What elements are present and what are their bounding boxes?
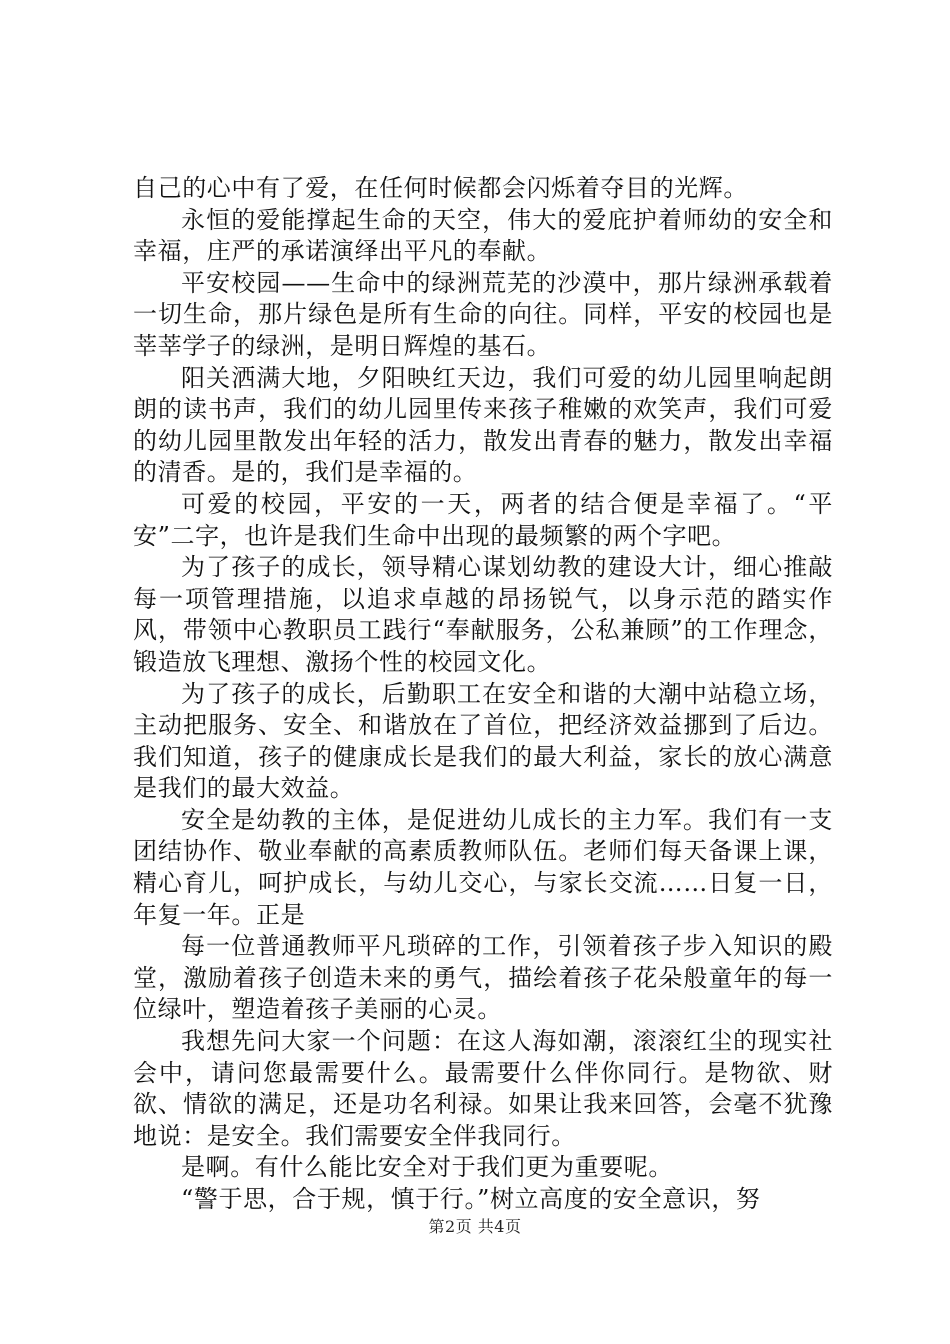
paragraph-5: 可爱的校园，平安的一天，两者的结合便是幸福了。“平安”二字，也许是我们生命中出现的最频繁的两个字吧。 [133,489,833,550]
paragraph-8: 安全是幼教的主体，是促进幼儿成长的主力军。我们有一支团结协作、敬业奉献的高素质教师队伍。老师们每天备课上课，精心育儿，呵护成长，与幼儿交心，与家长交流……日复一日，年复一年。正是 [133,805,833,929]
paragraph-9: 每一位普通教师平凡琐碎的工作，引领着孩子步入知识的殿堂，激励着孩子创造未来的勇气，描绘着孩子花朵般童年的每一位绿叶，塑造着孩子美丽的心灵。 [133,932,833,1024]
paragraph-6: 为了孩子的成长，领导精心谋划幼教的建设大计，细心推敲每一项管理措施，以追求卓越的昂扬锐气，以身示范的踏实作风，带领中心教职员工践行“奉献服务，公私兼顾”的工作理念，锻造放飞理想、激扬个性的校园文化。 [133,553,833,676]
paragraph-4: 阳关洒满大地，夕阳映红天边，我们可爱的幼儿园里响起朗朗的读书声，我们的幼儿园里传来孩子稚嫩的欢笑声，我们可爱的幼儿园里散发出年轻的活力，散发出青春的魅力，散发出幸福的清香。是的，我们是幸福的。 [133,363,833,487]
paragraph-10: 我想先问大家一个问题：在这人海如潮，滚滚红尘的现实社会中，请问您最需要什么。最需要什么伴你同行。是物欲、财欲、情欲的满足，还是功名利禄。如果让我来回答，会毫不犹豫地说：是安全。我们需要安全伴我同行。 [133,1027,833,1150]
paragraph-1: 自己的心中有了爱，在任何时候都会闪烁着夺目的光辉。 [133,174,748,202]
paragraph-7: 为了孩子的成长，后勤职工在安全和谐的大潮中站稳立场，主动把服务、安全、和谐放在了首位，把经济效益挪到了后边。我们知道，孩子的健康成长是我们的最大利益，家长的放心满意是我们的最大效益。 [133,679,833,803]
paragraph-2: 永恒的爱能撑起生命的天空，伟大的爱庇护着师幼的安全和幸福，庄严的承诺演绎出平凡的奉献。 [133,205,833,266]
paragraph-12: “警于思，合于规，慎于行。”树立高度的安全意识，努 [181,1185,761,1213]
page-number-footer: 第2页 共4页 [428,1217,522,1236]
paragraph-11: 是啊。有什么能比安全对于我们更为重要呢。 [181,1153,673,1182]
document-body [133,173,833,1216]
paragraph-3: 平安校园——生命中的绿洲荒芜的沙漠中，那片绿洲承载着一切生命，那片绿色是所有生命的向往。同样，平安的校园也是莘莘学子的绿洲，是明日辉煌的基石。 [133,268,833,360]
